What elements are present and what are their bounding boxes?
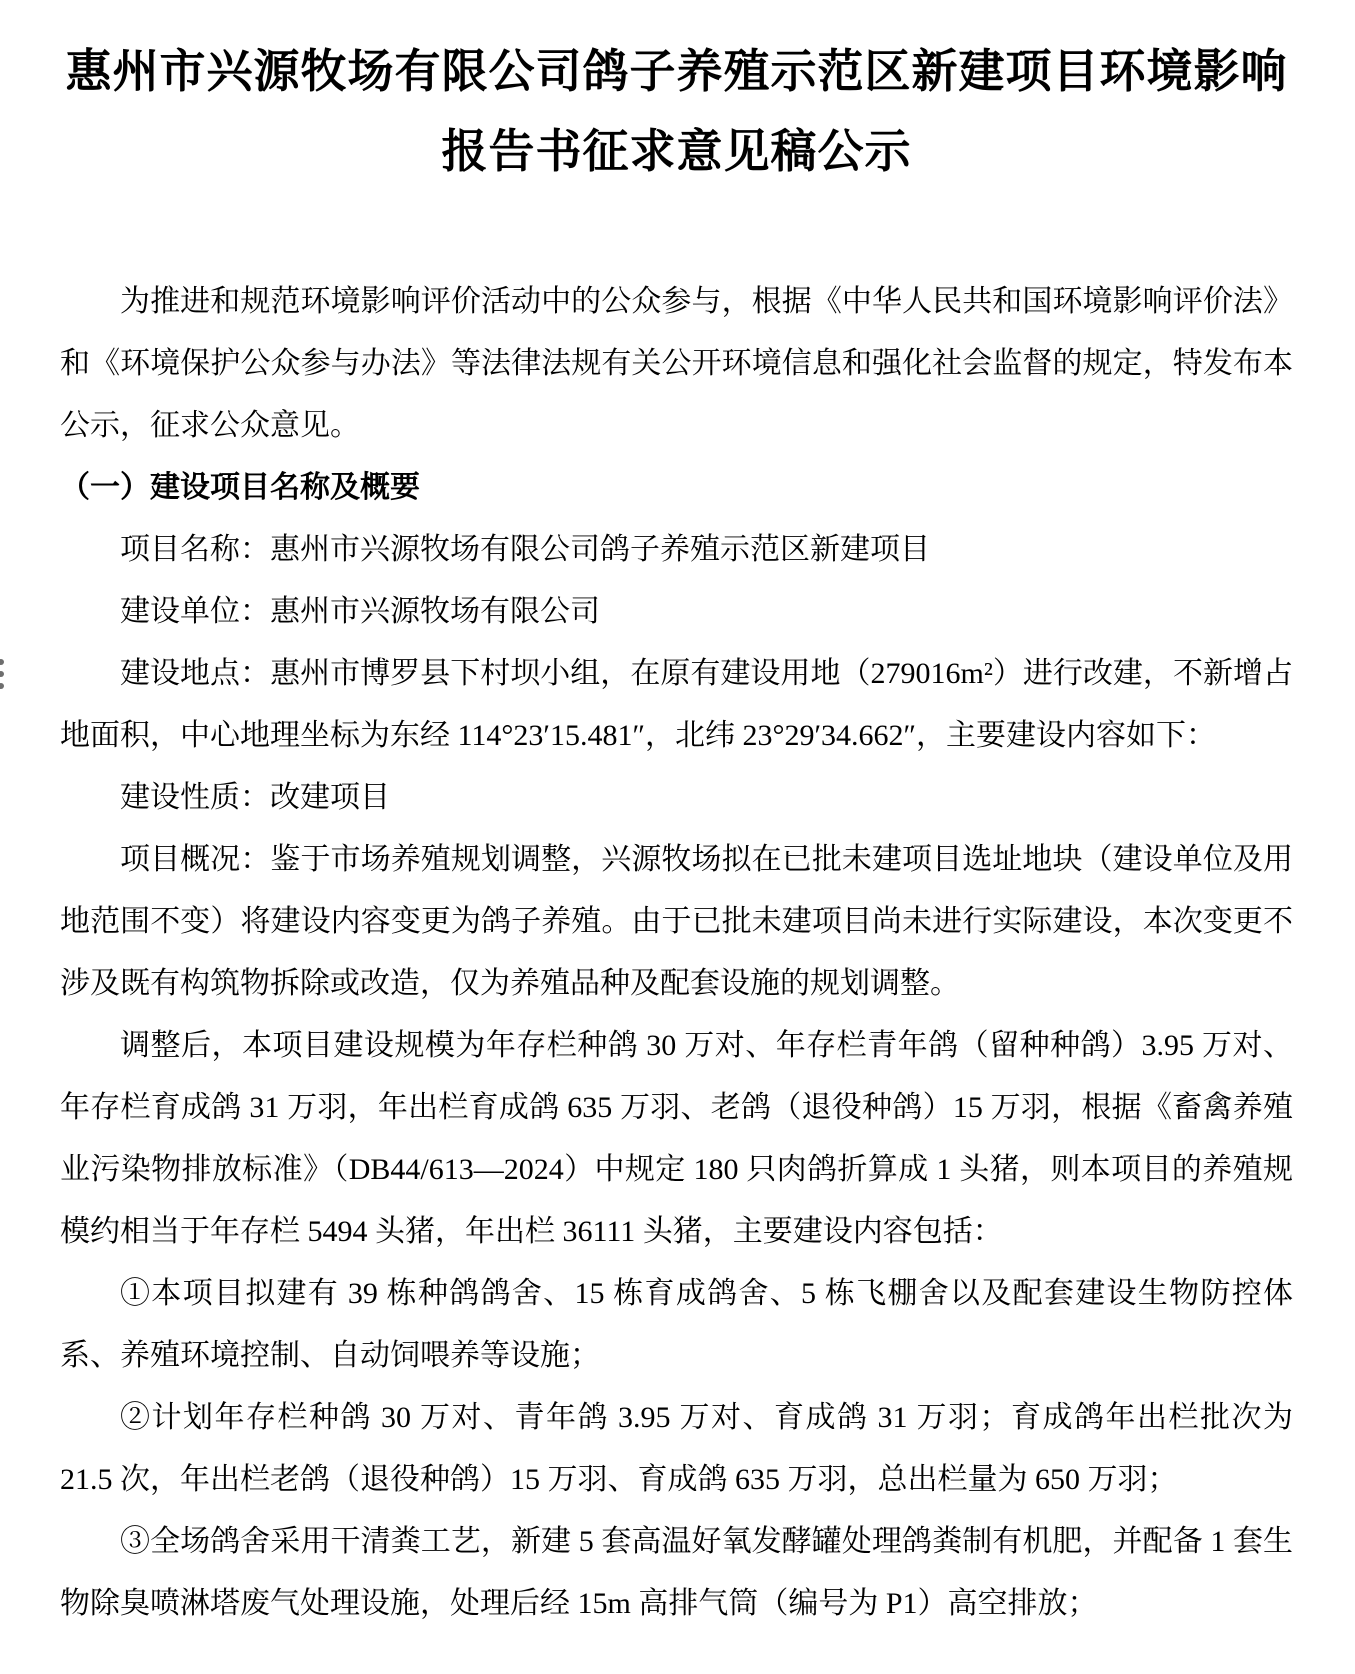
adjusted-scale-paragraph: 调整后，本项目建设规模为年存栏种鸽 30 万对、年存栏青年鸽（留种种鸽）3.95 万对、年存栏育成鸽 31 万羽，年出栏育成鸽 635 万羽、老鸽（退役种鸽）15 万羽，根据《畜禽养殖业污染物排放标准》（DB44/613—2024）中规定 180 只肉鸽折算成 1 头猪，则本项目的养殖规模约相当于年存栏 5494 头猪，年出栏 36111 头猪，主要建设内容包括：	[60, 1029, 1293, 1248]
project-name-line: 项目名称：惠州市兴源牧场有限公司鸽子养殖示范区新建项目	[120, 533, 930, 566]
document-title-line-1: 惠州市兴源牧场有限公司鸽子养殖示范区新建项目环境影响	[65, 45, 1288, 97]
document-body	[60, 271, 1293, 1635]
project-overview-paragraph: 项目概况：鉴于市场养殖规划调整，兴源牧场拟在已批未建项目选址地块（建设单位及用地范围不变）将建设内容变更为鸽子养殖。由于已批未建项目尚未进行实际建设，本次变更不涉及既有构筑物拆除或改造，仅为养殖品种及配套设施的规划调整。	[60, 843, 1293, 1000]
construction-unit-line: 建设单位：惠州市兴源牧场有限公司	[120, 595, 600, 628]
dot	[0, 659, 4, 665]
intro-paragraph: 为推进和规范环境影响评价活动中的公众参与，根据《中华人民共和国环境影响评价法》和《环境保护公众参与办法》等法律法规有关公开环境信息和强化社会监督的规定，特发布本公示，征求公众意见。	[60, 285, 1293, 442]
item-1-paragraph: ①本项目拟建有 39 栋种鸽鸽舍、15 栋育成鸽舍、5 栋飞棚舍以及配套建设生物防控体系、养殖环境控制、自动饲喂养等设施；	[60, 1277, 1293, 1372]
construction-nature-line: 建设性质：改建项目	[120, 781, 390, 814]
section-1-heading: （一）建设项目名称及概要	[60, 471, 420, 504]
item-3-paragraph: ③全场鸽舍采用干清粪工艺，新建 5 套高温好氧发酵罐处理鸽粪制有机肥，并配备 1 套生物除臭喷淋塔废气处理设施，处理后经 15m 高排气筒（编号为 P1）高空排放；	[60, 1525, 1293, 1620]
document-title	[60, 31, 1293, 191]
construction-site-paragraph: 建设地点：惠州市博罗县下村坝小组，在原有建设用地（279016m²）进行改建，不新增占地面积，中心地理坐标为东经 114°23′15.481″，北纬 23°29′34.662″，主要建设内容如下：	[60, 657, 1293, 752]
item-2-paragraph: ②计划年存栏种鸽 30 万对、青年鸽 3.95 万对、育成鸽 31 万羽；育成鸽年出栏批次为 21.5 次，年出栏老鸽（退役种鸽）15 万羽、育成鸽 635 万羽，总出栏量为 650 万羽；	[60, 1401, 1293, 1496]
vertical-ellipsis-icon[interactable]	[0, 659, 6, 689]
dot	[0, 671, 4, 677]
document-title-line-2: 报告书征求意见稿公示	[441, 125, 912, 177]
dot	[0, 683, 4, 689]
